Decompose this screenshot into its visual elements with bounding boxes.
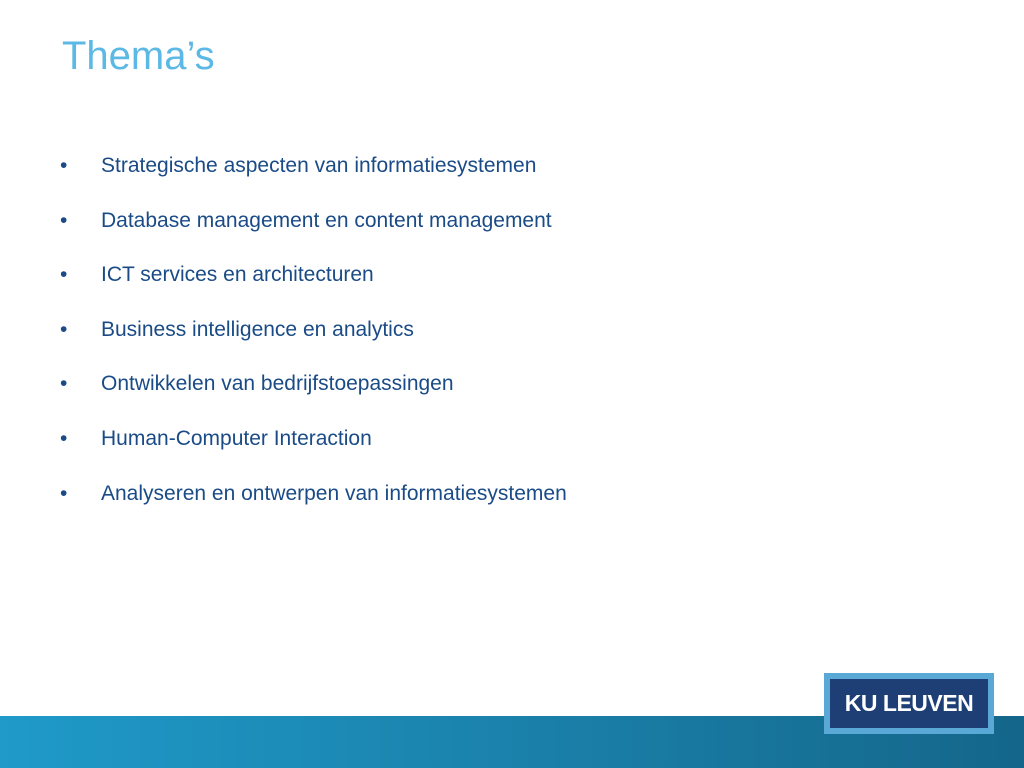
bullet-icon: • [60,372,68,396]
logo-text: KU LEUVEN [830,679,988,728]
bullet-icon: • [60,154,68,177]
list-item-text: Ontwikkelen van bedrijfstoepassingen [101,372,454,396]
bullet-icon: • [60,481,68,505]
list-item-text: Human-Computer Interaction [101,426,372,450]
list-item-text: Database management en content management [101,208,552,232]
list-item-text: Business intelligence en analytics [101,317,414,341]
bullet-icon: • [60,263,68,287]
list-item-text: Analyseren en ontwerpen van informatiesystemen [101,481,567,505]
list-item-text: ICT services en architecturen [101,263,374,287]
bullet-icon: • [60,208,68,232]
bullet-icon: • [60,317,68,341]
ku-leuven-logo [824,673,994,734]
list-item-text: Strategische aspecten van informatiesystemen [101,154,537,177]
bullet-icon: • [60,426,68,450]
slide-title: Thema’s [62,34,215,78]
